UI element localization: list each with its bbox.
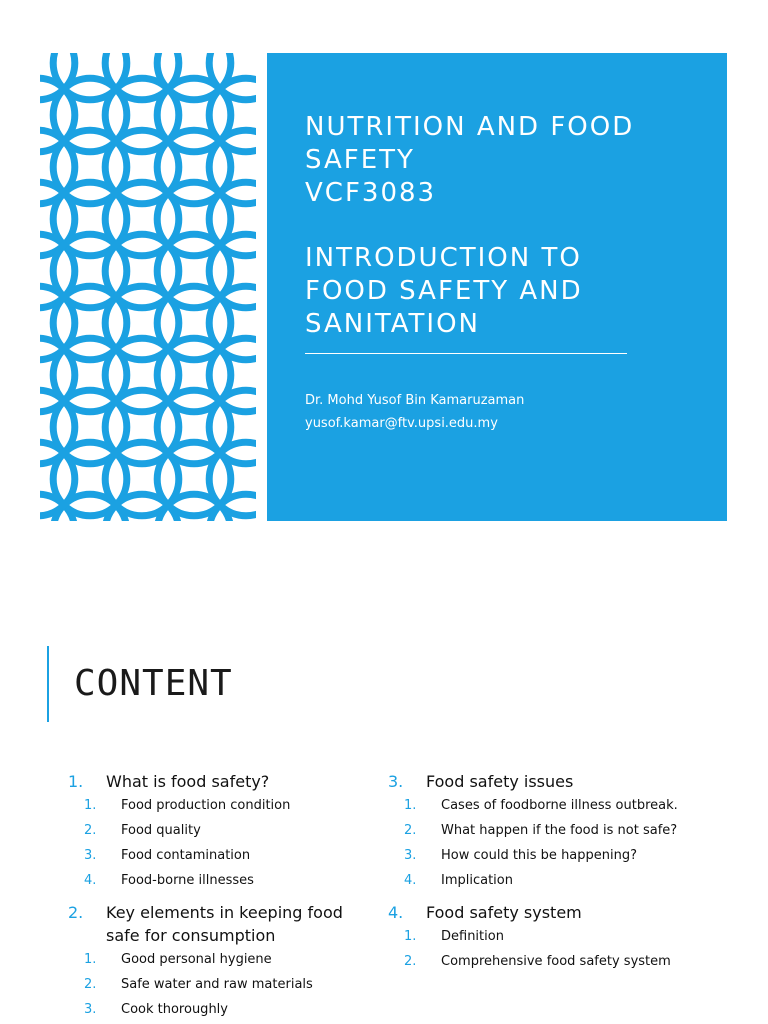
item-label: Cases of foodborne illness outbreak. [441, 798, 678, 813]
list-item [404, 843, 708, 868]
content-heading: CONTENT [74, 663, 233, 704]
item-label: Food contamination [121, 848, 251, 863]
section-title: Food safety issues [426, 772, 574, 791]
title-line: SAFETY [305, 145, 415, 175]
list-item [404, 818, 708, 843]
item-number: 2. [84, 823, 97, 838]
item-label: Food production condition [121, 798, 291, 813]
list-item [84, 793, 358, 818]
list-item [84, 997, 358, 1022]
section-number: 3. [388, 772, 404, 791]
list-item [404, 924, 708, 949]
item-label: Food quality [121, 823, 201, 838]
title-divider [305, 353, 627, 354]
item-number: 4. [404, 873, 417, 888]
section-number: 2. [68, 903, 84, 922]
content-section [68, 770, 358, 893]
item-label: Definition [441, 929, 504, 944]
section-title: Key elements in keeping food safe for consumption [106, 903, 343, 945]
subtitle-line: SANITATION [305, 309, 480, 339]
author-email[interactable]: yusof.kamar@ftv.upsi.edu.my [305, 416, 498, 431]
item-number: 1. [84, 952, 97, 967]
item-number: 3. [404, 848, 417, 863]
author-block [305, 389, 524, 435]
item-label: How could this be happening? [441, 848, 638, 863]
slide-title [305, 111, 705, 341]
section-number: 4. [388, 903, 404, 922]
item-label: Good personal hygiene [121, 952, 272, 967]
item-number: 1. [404, 798, 417, 813]
decorative-pattern-panel [40, 53, 256, 521]
item-number: 2. [404, 954, 417, 969]
list-item [84, 843, 358, 868]
content-column-right [388, 770, 708, 982]
course-code: VCF3083 [305, 178, 437, 208]
section-title: Food safety system [426, 903, 582, 922]
content-section [388, 901, 708, 974]
item-number: 1. [84, 798, 97, 813]
section-title: What is food safety? [106, 772, 270, 791]
item-label: Implication [441, 873, 513, 888]
item-number: 4. [84, 873, 97, 888]
author-name: Dr. Mohd Yusof Bin Kamaruzaman [305, 393, 525, 408]
heading-accent-bar [47, 646, 49, 722]
subtitle-line: INTRODUCTION TO [305, 243, 582, 273]
list-item [84, 972, 358, 997]
item-number: 2. [84, 977, 97, 992]
title-panel [267, 53, 727, 521]
content-column-left [68, 770, 358, 1024]
list-item [404, 868, 708, 893]
title-line: NUTRITION AND FOOD [305, 112, 635, 142]
subtitle-line: FOOD SAFETY AND [305, 276, 583, 306]
section-number: 1. [68, 772, 84, 791]
item-number: 1. [404, 929, 417, 944]
content-section [388, 770, 708, 893]
item-label: What happen if the food is not safe? [441, 823, 678, 838]
list-item [404, 793, 708, 818]
item-number: 2. [404, 823, 417, 838]
list-item [84, 818, 358, 843]
list-item [84, 868, 358, 893]
interlocking-circles-pattern [40, 53, 256, 521]
item-label: Cook thoroughly [121, 1002, 228, 1017]
content-section [68, 901, 358, 1022]
item-label: Comprehensive food safety system [441, 954, 671, 969]
list-item [84, 947, 358, 972]
list-item [404, 949, 708, 974]
item-label: Safe water and raw materials [121, 977, 313, 992]
content-slide [0, 600, 768, 1024]
item-label: Food-borne illnesses [121, 873, 254, 888]
item-number: 3. [84, 848, 97, 863]
item-number: 3. [84, 1002, 97, 1017]
